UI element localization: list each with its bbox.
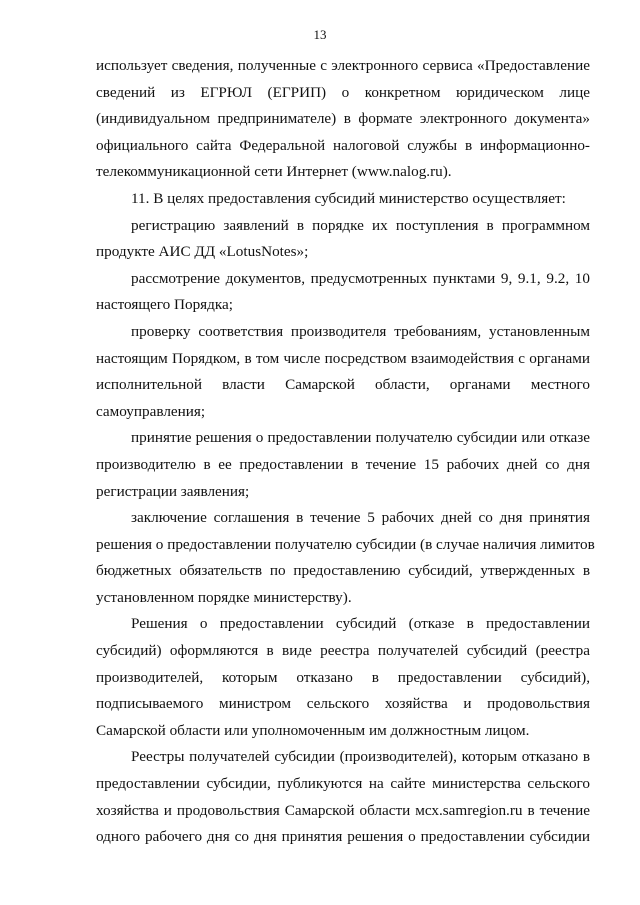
paragraph — [96, 186, 590, 213]
text-line: предоставлении субсидии, публикуются на сайте министерства сельского — [96, 775, 590, 793]
paragraph — [96, 53, 590, 186]
paragraph — [96, 266, 590, 319]
text-line: подписываемого министром сельского хозяйства и продовольствия — [96, 695, 590, 713]
text-line: настоящим Порядком, в том числе посредством взаимодействия с органами — [96, 349, 590, 367]
text-line: производителю в ее предоставлении в течение 15 рабочих дней со дня — [96, 455, 590, 473]
text-line: (индивидуальном предпринимателе) в формате электронного документа» — [96, 110, 590, 128]
text-line: проверку соответствия производителя требованиям, установленным — [131, 322, 590, 340]
text-line: принятие решения о предоставлении получателю субсидии или отказе — [131, 429, 590, 447]
text-line: рассмотрение документов, предусмотренных пунктами 9, 9.1, 9.2, 10 — [131, 269, 590, 287]
paragraph — [96, 744, 590, 850]
text-line: одного рабочего дня со дня принятия решения о предоставлении субсидии — [96, 828, 590, 846]
text-line: регистрации заявления; — [96, 482, 250, 500]
paragraph — [96, 319, 590, 425]
text-line: телекоммуникационной сети Интернет (www.nalog.ru). — [96, 163, 452, 181]
text-line: продукте АИС ДД «LotusNotes»; — [96, 243, 309, 261]
paragraph — [96, 505, 595, 611]
text-line: Реестры получателей субсидии (производителей), которым отказано в — [131, 748, 590, 766]
text-line: производителей, которым отказано в предоставлении субсидий), — [96, 668, 590, 686]
document-body — [96, 53, 595, 851]
text-line: исполнительной власти Самарской области, органами местного — [96, 376, 590, 394]
text-line: регистрацию заявлений в порядке их поступления в программном — [131, 216, 590, 234]
paragraph — [96, 611, 590, 744]
page-number: 13 — [313, 27, 327, 42]
paragraph — [96, 425, 590, 505]
text-line: официального сайта Федеральной налоговой службы в информационно- — [96, 136, 590, 154]
text-line: сведений из ЕГРЮЛ (ЕГРИП) о конкретном юридическом лице — [96, 83, 590, 101]
text-line: хозяйства и продовольствия Самарской области мсх.samregion.ru в течение — [96, 801, 590, 819]
text-line: субсидий) оформляются в виде реестра получателей субсидий (реестра — [96, 642, 590, 660]
text-line: использует сведения, полученные с электронного сервиса «Предоставление — [96, 57, 590, 74]
text-line: Самарской области или уполномоченным им должностным лицом. — [96, 721, 530, 739]
text-line: настоящего Порядка; — [96, 296, 233, 314]
text-line: установленном порядке министерству). — [96, 588, 352, 606]
text-line: решения о предоставлении получателю субсидии (в случае наличия лимитов — [96, 535, 595, 553]
text-line: самоуправления; — [96, 402, 206, 420]
text-line: 11. В целях предоставления субсидий министерство осуществляет: — [131, 189, 566, 207]
text-line: Решения о предоставлении субсидий (отказе в предоставлении — [131, 615, 590, 633]
paragraph — [96, 213, 590, 266]
text-line: заключение соглашения в течение 5 рабочих дней со дня принятия — [131, 509, 590, 527]
text-line: бюджетных обязательств по предоставлению субсидий, утвержденных в — [96, 562, 590, 580]
